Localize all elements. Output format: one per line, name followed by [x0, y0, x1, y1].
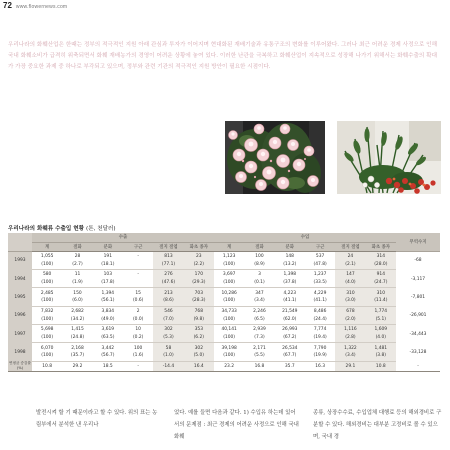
table-cell: 148 [285, 253, 294, 259]
table-cell: 1,415 [71, 327, 84, 333]
table-cell: 170 [184, 269, 214, 278]
table-share-cell: (2.0) [335, 315, 365, 324]
table-share-cell: (3.8) [366, 352, 396, 361]
table-cell: 26,534 [282, 345, 298, 351]
table-cell: 7,790 [313, 345, 327, 351]
table-cell: 15 [135, 290, 141, 296]
column-header: 구근 [305, 242, 335, 251]
table-share-cell: (100) [32, 260, 62, 269]
table-share-cell: (100) [214, 279, 244, 288]
table-share-cell: (5.0) [184, 352, 214, 361]
table-cell: 10,286 [221, 290, 237, 296]
table-cell: 29.1 [335, 361, 365, 372]
table-cell: 147 [335, 269, 365, 278]
table-cell: 18.5 [93, 361, 123, 372]
table-cell: 58 [153, 343, 183, 352]
year-header-cell [8, 233, 32, 251]
table-group-header-row [8, 233, 440, 242]
table-share-cell: (6.5) [244, 315, 274, 324]
flower-arrangement-photo [337, 121, 441, 194]
table-share-cell [123, 260, 153, 269]
table-share-cell: (56.7) [93, 352, 123, 361]
table-cell: 10.8 [366, 361, 396, 372]
column-header: 화초 종자 [366, 242, 396, 251]
table-row [8, 306, 440, 315]
table-share-cell: (8.9) [244, 260, 274, 269]
table-cell: 5,698 [40, 327, 54, 333]
table-share-cell: (7.0) [153, 315, 183, 324]
table-cell: 1,123 [222, 253, 236, 259]
table-share-cell: (28.3) [184, 297, 214, 306]
pink-roses-photo [225, 121, 325, 194]
table-cell: 39,198 [221, 345, 237, 351]
table-row [8, 269, 440, 278]
table-share-cell: (49.0) [93, 315, 123, 324]
column-header: 분화 [93, 242, 123, 251]
table-share-cell: (2.2) [184, 260, 214, 269]
balance-cell: -7,801 [410, 294, 426, 300]
table-share-cell: (1.9) [62, 279, 92, 288]
table-share-cell: (9.8) [184, 315, 214, 324]
table-cell: 29.2 [62, 361, 92, 372]
table-row [8, 251, 440, 260]
column-header: 계 [32, 242, 62, 251]
table-share-cell: (4.0) [366, 334, 396, 343]
column-header: 절화 [62, 242, 92, 251]
table-share-cell: (34.2) [62, 315, 92, 324]
table-share-cell: (0.6) [123, 297, 153, 306]
table-share-cell: (29.3) [184, 279, 214, 288]
balance-cell: -3,117 [410, 276, 426, 282]
table-cell: 35.7 [275, 361, 305, 372]
table-row [8, 343, 440, 352]
table-cell: 1,322 [335, 343, 365, 352]
column-header: 분화 [275, 242, 305, 251]
table-cell: 3 [258, 272, 261, 278]
table-share-cell: (37.8) [275, 279, 305, 288]
table-share-cell: (77.1) [153, 260, 183, 269]
table-cell: 2,246 [253, 308, 266, 314]
table-share-cell: (100) [214, 315, 244, 324]
table-share-cell: (2.7) [62, 260, 92, 269]
table-share-row [8, 315, 440, 324]
table-share-row [8, 352, 440, 361]
table-cell: 7,832 [40, 308, 54, 314]
table-cell: 2,171 [253, 345, 266, 351]
table-share-cell: (100) [214, 352, 244, 361]
year-cell: 1997 [8, 325, 32, 343]
table-share-cell: (47.8) [305, 260, 335, 269]
table-cell: 11 [74, 272, 81, 278]
table-share-cell: (19.9) [305, 352, 335, 361]
balance-group-header: 무역수지 [396, 233, 440, 251]
table-cell: 7,774 [313, 327, 327, 333]
column-header: 계 [214, 242, 244, 251]
table-share-cell: (100) [32, 279, 62, 288]
table-share-cell: (41.1) [275, 297, 305, 306]
balance-cell: -68 [414, 258, 422, 264]
table-cell: 1,116 [335, 325, 365, 334]
table-cell: 8,486 [313, 308, 327, 314]
table-share-cell: (6.2) [184, 334, 214, 343]
table-cell: 703 [184, 288, 214, 297]
table-cell: 347 [255, 290, 264, 296]
table-cell: 914 [366, 269, 396, 278]
table-share-cell: (3.4) [335, 352, 365, 361]
table-share-cell: (19.4) [305, 334, 335, 343]
table-cell: 310 [335, 288, 365, 297]
table-cell: 21,549 [282, 308, 298, 314]
table-share-cell: (5.3) [153, 334, 183, 343]
table-cell: 1,609 [366, 325, 396, 334]
table-unit: (톤, 천달러) [86, 226, 116, 232]
table-cell: -14.4 [153, 361, 183, 372]
year-cell: 1993 [8, 251, 32, 269]
table-share-cell: (62.0) [275, 315, 305, 324]
table-row [8, 288, 440, 297]
table-cell: 103 [103, 272, 113, 278]
table-share-cell: (100) [32, 352, 62, 361]
table-cell: 546 [153, 306, 183, 315]
year-cell: 1994 [8, 269, 32, 287]
table-cell: 100 [133, 345, 143, 351]
table-share-row [8, 260, 440, 269]
table-cell: 26,993 [282, 327, 298, 333]
table-cell: 40,141 [221, 327, 237, 333]
year-cell: 연평균 증감률(%) [9, 361, 31, 371]
table-share-cell: (7.3) [244, 334, 274, 343]
table-cell: 580 [42, 272, 52, 278]
table-cell: 768 [184, 306, 214, 315]
pink-roses-illustration [225, 121, 325, 194]
year-cell: 1998 [8, 343, 32, 361]
balance-cell: -34,443 [409, 331, 427, 337]
table-share-cell [123, 279, 153, 288]
table-share-row [8, 297, 440, 306]
table-share-cell: (2.1) [335, 260, 365, 269]
table-cell: 150 [73, 290, 82, 296]
flower-trade-table [8, 233, 440, 372]
table-share-cell: (3.0) [335, 297, 365, 306]
table-cell: 1,481 [366, 343, 396, 352]
import-group-header: 수입 [214, 233, 396, 242]
table-share-row [8, 279, 440, 288]
table-share-row [8, 334, 440, 343]
table-cell: - [137, 253, 139, 259]
table-cell: 213 [153, 288, 183, 297]
table-cell: 10.8 [32, 361, 62, 372]
table-title-text: 우리나라의 화훼류 수출입 현황 [8, 226, 85, 232]
column-header: 구근 [123, 242, 153, 251]
table-share-cell: (5.1) [366, 315, 396, 324]
body-column-3: 종류, 상장수수료, 수입업체 대행료 등의 해외경비로 구분할 수 있다. 해외경비는 대부분 고정비로 볼 수 있으며, 국내 경 [313, 410, 442, 440]
table-share-cell: (67.2) [275, 334, 305, 343]
table-cell: 2,939 [253, 327, 266, 333]
table-share-cell: (100) [32, 315, 62, 324]
table-cell: 16.3 [305, 361, 335, 372]
table-cell: 2,485 [40, 290, 54, 296]
export-group-header: 수출 [32, 233, 214, 242]
table-body [8, 251, 440, 372]
table-share-cell: (100) [32, 334, 62, 343]
table-cell: 302 [153, 325, 183, 334]
table-share-cell: (2.8) [335, 334, 365, 343]
table-cell: 10 [135, 327, 141, 333]
table-cell: 3,697 [222, 272, 236, 278]
column-header: 절화 [244, 242, 274, 251]
balance-cell: -26,901 [409, 313, 427, 319]
table-cell: 23 [184, 251, 214, 260]
table-share-cell: (100) [214, 297, 244, 306]
year-cell: 1996 [8, 306, 32, 324]
table-share-cell: (100) [32, 297, 62, 306]
table-cell: 191 [103, 253, 113, 259]
table-cell: 100 [255, 253, 264, 259]
table-share-cell: (24.7) [366, 279, 396, 288]
table-cell: 1,394 [101, 290, 115, 296]
table-cell: - [123, 361, 153, 372]
column-header: 절지 절엽 [335, 242, 365, 251]
table-share-cell: (3.4) [244, 297, 274, 306]
table-cell: 1,055 [40, 253, 54, 259]
table-cell: 4,223 [283, 290, 297, 296]
table-cell: 3,834 [101, 308, 115, 314]
table-share-cell: (13.2) [275, 260, 305, 269]
table-share-cell: (41.1) [305, 297, 335, 306]
column-header: 절지 절엽 [153, 242, 183, 251]
table-share-cell: (17.8) [93, 279, 123, 288]
table-share-cell: (18.1) [93, 260, 123, 269]
table-share-cell: (0.0) [123, 315, 153, 324]
table-share-cell: (1.0) [153, 352, 183, 361]
balance-cell: - [396, 361, 440, 372]
table-cell: 16.8 [244, 361, 274, 372]
table-cell: 23.2 [214, 361, 244, 372]
table-share-cell: (35.7) [62, 352, 92, 361]
body-column-2: 었다. 예를 들면 다음과 같다. 1) 수입유 하는데 있어서의 문제점 : 최근 경제의 어려운 사정으로 인해 국내 화훼 [174, 410, 299, 440]
table-cell: 3,619 [101, 327, 115, 333]
table-share-cell: (33.5) [305, 279, 335, 288]
table-cell: 34,733 [221, 308, 237, 314]
table-share-cell: (67.7) [275, 352, 305, 361]
table-cell: 2,168 [71, 345, 84, 351]
table-cell: 1,237 [313, 272, 327, 278]
table-share-cell: (4.0) [335, 279, 365, 288]
table-cell: 2 [136, 308, 140, 314]
table-cell: 813 [153, 251, 183, 260]
table-share-cell: (47.6) [153, 279, 183, 288]
balance-cell: -33,128 [409, 350, 427, 356]
table-share-cell: (28.0) [366, 260, 396, 269]
table-cell: 24 [335, 251, 365, 260]
table-share-cell: (11.4) [366, 297, 396, 306]
table-cell: 16.4 [184, 361, 214, 372]
table-share-cell: (0.2) [123, 334, 153, 343]
intro-paragraph: 우리나라의 화훼산업은 한때는 정부의 적극적인 지원 아래 관심과 투자가 이어지며 현대화된 재배기술과 유통구조의 변화를 이루어왔다. 그러나 최근 어려운 경제 사정으로 인해 국내 화훼소비가 급격히 위축되면서 화훼 재배농가의 경영이 어려운 상황에 놓여 있다. 이러한 난관을 극복하고 화훼산업이 지속적으로 성장해 나가기 위해서는 화훼수출의 확대가 가장 중요한 과제 중 하나로 부각되고 있으며, 정부와 관련 기관의 적극적인 지원 방안이 필요한 시점이다. [8, 42, 437, 70]
table-share-cell: (0.1) [244, 279, 274, 288]
page-number: 72 [3, 1, 12, 10]
table-share-cell: (1.6) [123, 352, 153, 361]
table-share-cell: (100) [214, 260, 244, 269]
table-cell: 28 [74, 253, 81, 259]
table-cell: 1,398 [283, 272, 297, 278]
table-cell: 2,682 [71, 308, 84, 314]
table-cell: 1,774 [366, 306, 396, 315]
table-cell: 4,229 [313, 290, 327, 296]
table-cell: 6,070 [40, 345, 54, 351]
table-share-cell: (24.8) [62, 334, 92, 343]
table-row [8, 361, 440, 372]
table-cell: 314 [366, 251, 396, 260]
table-cell: 3,442 [101, 345, 115, 351]
table-share-cell: (5.5) [244, 352, 274, 361]
table-cell: 302 [184, 343, 214, 352]
page-header [3, 1, 67, 11]
body-column-1: 발전시켜 할 기 때문이라고 할 수 있다. 위의 표는 농림부에서 분석한 낸 우리나 [36, 410, 158, 428]
column-header: 화초 종자 [184, 242, 214, 251]
table-share-cell: (8.6) [153, 297, 183, 306]
table-share-cell: (6.0) [62, 297, 92, 306]
table-cell: - [137, 272, 139, 278]
table-row [8, 325, 440, 334]
table-share-cell: (63.5) [93, 334, 123, 343]
table-share-cell: (56.1) [93, 297, 123, 306]
flower-arrangement-illustration [337, 121, 441, 194]
table-cell: 353 [184, 325, 214, 334]
table-column-header-row [8, 242, 440, 251]
table-cell: 537 [315, 253, 325, 259]
table-cell: 678 [335, 306, 365, 315]
table-cell: 310 [366, 288, 396, 297]
site-url: www.flowernews.com [15, 4, 68, 10]
table-title [8, 224, 116, 232]
table-share-cell: (100) [214, 334, 244, 343]
table-cell: 276 [153, 269, 183, 278]
year-cell: 1995 [8, 288, 32, 306]
table-share-cell: (24.4) [305, 315, 335, 324]
